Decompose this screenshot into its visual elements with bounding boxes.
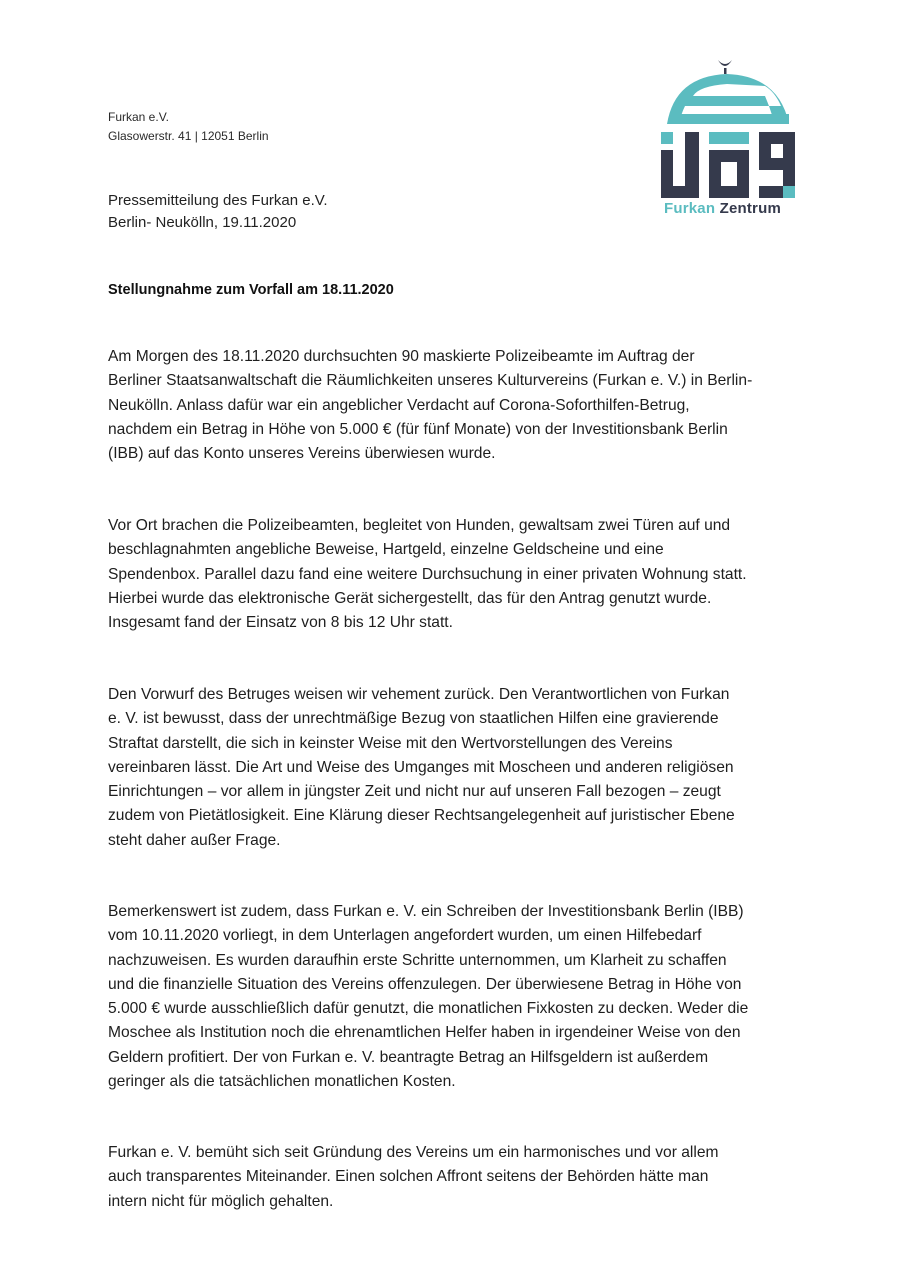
text-line: vereinbaren lässt. Die Art und Weise des Umganges mit Moscheen und anderen religiösen [108, 758, 734, 776]
text-line: Furkan e. V. bemüht sich seit Gründung des Vereins um ein harmonisches und vor allem [108, 1144, 719, 1161]
sender-address: Glasowerstr. 41 | 12051 Berlin [108, 129, 269, 143]
text-line: Berliner Staatsanwaltschaft die Räumlichkeiten unseres Kulturvereins (Furkan e. V.) in Berlin- [108, 372, 753, 390]
sender-block [108, 108, 269, 146]
press-title: Pressemitteilung des Furkan e.V. [108, 192, 328, 209]
kufic-calligraphy-icon [661, 132, 795, 198]
dome-icon [667, 74, 789, 124]
text-line: intern nicht für möglich gehalten. [108, 1192, 334, 1210]
text-line: Hierbei wurde das elektronische Gerät sichergestellt, das für den Antrag genutzt wurde. [108, 589, 712, 607]
press-header [108, 190, 328, 234]
text-line: und die finanzielle Situation des Vereins offenzulegen. Der überwiesene Betrag in Höhe von [108, 975, 742, 993]
sender-name: Furkan e.V. [108, 110, 169, 124]
text-line: 5.000 € wurde ausschließlich dafür genutzt, die monatlichen Fixkosten zu decken. Weder die [108, 1000, 749, 1018]
text-line: zudem von Pietätlosigkeit. Eine Klärung dieser Rechtsangelegenheit auf juristischer Ebene [108, 807, 735, 825]
press-place-date: Berlin- Neukölln, 19.11.2020 [108, 214, 297, 231]
text-line: auch transparentes Miteinander. Einen solchen Affront seitens der Behörden hätte man [108, 1168, 709, 1186]
crescent-icon [718, 60, 732, 74]
text-line: geringer als die tatsächlichen monatlichen Kosten. [108, 1073, 456, 1091]
text-line: (IBB) auf das Konto unseres Vereins überwiesen wurde. [108, 445, 496, 463]
text-line: Neukölln. Anlass dafür war ein angeblicher Verdacht auf Corona-Soforthilfen-Betrug, [108, 396, 690, 414]
text-line: Insgesamt fand der Einsatz von 8 bis 12 Uhr statt. [108, 614, 453, 632]
text-line: Am Morgen des 18.11.2020 durchsuchten 90 maskierte Polizeibeamte im Auftrag der [108, 348, 695, 365]
logo-word-furkan: Furkan [664, 200, 716, 217]
text-line: Bemerkenswert ist zudem, dass Furkan e. V. ein Schreiben der Investitionsbank Berlin (IBB) [108, 903, 744, 920]
text-line: nachdem ein Betrag in Höhe von 5.000 € (für fünf Monate) von der Investitionsbank Berlin [108, 420, 728, 438]
text-line: nachzuweisen. Es wurden daraufhin erste Schritte unternommen, um Klarheit zu schaffen [108, 951, 727, 969]
text-line: Den Vorwurf des Betruges weisen wir vehement zurück. Den Verantwortlichen von Furkan [108, 686, 730, 703]
text-line: steht daher außer Frage. [108, 831, 281, 849]
text-line: Geldern profitiert. Der von Furkan e. V. beantragte Betrag an Hilfsgeldern ist außerdem [108, 1048, 709, 1066]
text-line: e. V. ist bewusst, dass der unrechtmäßige Bezug von staatlichen Hilfen eine gravierende [108, 710, 719, 728]
text-line: Spendenbox. Parallel dazu fand eine weitere Durchsuchung in einer privaten Wohnung statt. [108, 565, 747, 583]
paragraph-1 [108, 345, 808, 466]
text-line: beschlagnahmten angebliche Beweise, Hartgeld, einzelne Geldscheine und eine [108, 541, 664, 559]
paragraph-3 [108, 683, 808, 853]
logo-word-zentrum: Zentrum [719, 200, 781, 217]
paragraph-5 [108, 1141, 808, 1214]
logo-wordmark [664, 200, 781, 217]
paragraph-4 [108, 900, 808, 1094]
text-line: vom 10.11.2020 vorliegt, in dem Unterlagen angefordert wurden, um einen Hilfebedarf [108, 927, 702, 945]
text-line: Moschee als Institution noch die ehrenamtlichen Helfer haben in irgendeiner Weise von den [108, 1024, 741, 1042]
text-line: Straftat darstellt, die sich in keinster Weise mit den Wertvorstellungen des Vereins [108, 734, 673, 752]
text-line: Einrichtungen – vor allem in jüngster Zeit und nicht nur auf unseren Fall bezogen – zeugt [108, 783, 721, 801]
text-line: Vor Ort brachen die Polizeibeamten, begleitet von Hunden, gewaltsam zwei Türen auf und [108, 517, 731, 534]
subject-heading: Stellungnahme zum Vorfall am 18.11.2020 [108, 282, 394, 298]
paragraph-2 [108, 514, 808, 635]
